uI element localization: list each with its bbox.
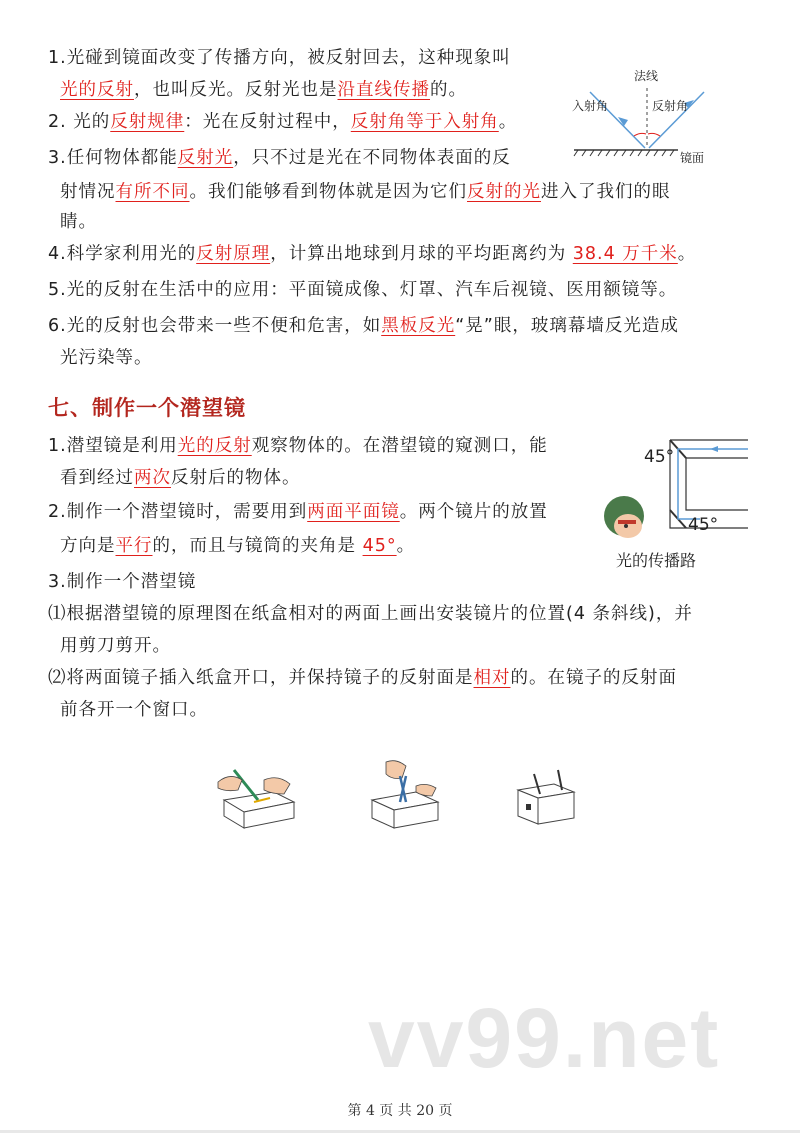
- item-6-line-1: 6.光的反射也会带来一些不便和危害，如黑板反光“晃”眼，玻璃幕墙反光造成: [48, 316, 679, 336]
- highlight-term: 相对: [473, 668, 511, 688]
- highlight-term: 两面平面镜: [307, 502, 400, 522]
- normal-label: 法线: [634, 69, 659, 83]
- step-2-line-2: 前各开一个窗口。: [60, 700, 208, 720]
- periscope-item-1-line-2: 看到经过两次反射后的物体。: [60, 468, 301, 488]
- arrow-icon: [710, 446, 718, 452]
- window-icon: [526, 804, 531, 810]
- periscope-item-2-line-2: 方向是平行的，而且与镜筒的夹角是 45°。: [60, 536, 416, 556]
- item-1-line-2: 光的反射，也叫反光。反射光也是沿直线传播的。: [60, 80, 467, 100]
- item-6-line-2: 光污染等。: [60, 348, 153, 368]
- angle-bottom-label: 45°: [688, 515, 719, 535]
- periscope-diagram: [600, 436, 760, 578]
- step-1-line-1: ⑴根据潜望镜的原理图在纸盒相对的两面上画出安装镜片的位置(4 条斜线)，并: [48, 604, 693, 624]
- hand-icon: [386, 761, 406, 779]
- section-heading: 七、制作一个潜望镜: [48, 396, 246, 420]
- highlight-term: 反射的光: [467, 182, 541, 202]
- item-3-line-1: 3.任何物体都能反射光，只不过是光在不同物体表面的反: [48, 148, 511, 168]
- item-3-line-2: 射情况有所不同。我们能够看到物体就是因为它们反射的光进入了我们的眼: [60, 182, 671, 202]
- highlight-term: 黑板反光: [381, 316, 456, 336]
- angle-arc: [648, 133, 660, 136]
- step-1-line-2: 用剪刀剪开。: [60, 636, 171, 656]
- incident-angle-label: 入射角: [572, 99, 609, 113]
- highlight-term: 45°: [362, 536, 397, 556]
- cutting-illustration: [214, 760, 304, 830]
- hand-icon: [264, 778, 290, 794]
- scissor-illustration: [366, 756, 446, 830]
- item-3-line-3: 睛。: [60, 212, 97, 232]
- item-2: 2. 光的反射规律：光在反射过程中，反射角等于入射角。: [48, 112, 518, 132]
- periscope-item-3: 3.制作一个潜望镜: [48, 572, 197, 592]
- watermark: vv99.net: [368, 991, 721, 1085]
- highlight-term: 平行: [115, 536, 153, 556]
- mirror-label: 镜面: [680, 151, 705, 165]
- figure-caption: 光的传播路: [616, 551, 697, 570]
- light-path: [678, 449, 748, 519]
- item-5: 5.光的反射在生活中的应用：平面镜成像、灯罩、汽车后视镜、医用额镜等。: [48, 280, 678, 300]
- highlight-term: 光的反射: [60, 80, 134, 100]
- step-2-line-1: ⑵将两面镜子插入纸盒开口，并保持镜子的反射面是相对的。在镜子的反射面: [48, 668, 677, 688]
- reflect-angle-label: 反射角: [652, 99, 689, 113]
- highlight-term: 反射光: [177, 148, 234, 168]
- periscope-item-1-line-1: 1.潜望镜是利用光的反射观察物体的。在潜望镜的窥测口，能: [48, 436, 548, 456]
- hand-icon: [218, 776, 242, 790]
- reflection-diagram: [572, 66, 722, 170]
- box-illustration: [514, 766, 578, 826]
- highlight-term: 反射原理: [196, 244, 271, 264]
- highlight-term: 沿直线传播: [337, 80, 430, 100]
- page-footer: 第 4 页 共 20 页: [347, 1103, 453, 1119]
- highlight-term: 光的反射: [177, 436, 252, 456]
- tube-inner: [686, 458, 748, 510]
- item-1-line-1: 1.光碰到镜面改变了传播方向，被反射回去，这种现象叫: [48, 48, 511, 68]
- mirror-hatch: [574, 150, 674, 156]
- highlight-term: 反射角等于入射角: [350, 112, 499, 132]
- bottom-divider: [0, 1130, 800, 1133]
- highlight-term: 两次: [134, 468, 171, 488]
- item-4: 4.科学家利用光的反射原理，计算出地球到月球的平均距离约为 38.4 万千米。: [48, 244, 697, 264]
- periscope-item-2-line-1: 2.制作一个潜望镜时，需要用到两面平面镜。两个镜片的放置: [48, 502, 548, 522]
- angle-top-label: 45°: [644, 447, 675, 467]
- angle-arc: [634, 133, 646, 136]
- highlight-term: 反射规律: [110, 112, 185, 132]
- highlight-term: 38.4 万千米: [572, 244, 678, 264]
- highlight-term: 有所不同: [115, 182, 190, 202]
